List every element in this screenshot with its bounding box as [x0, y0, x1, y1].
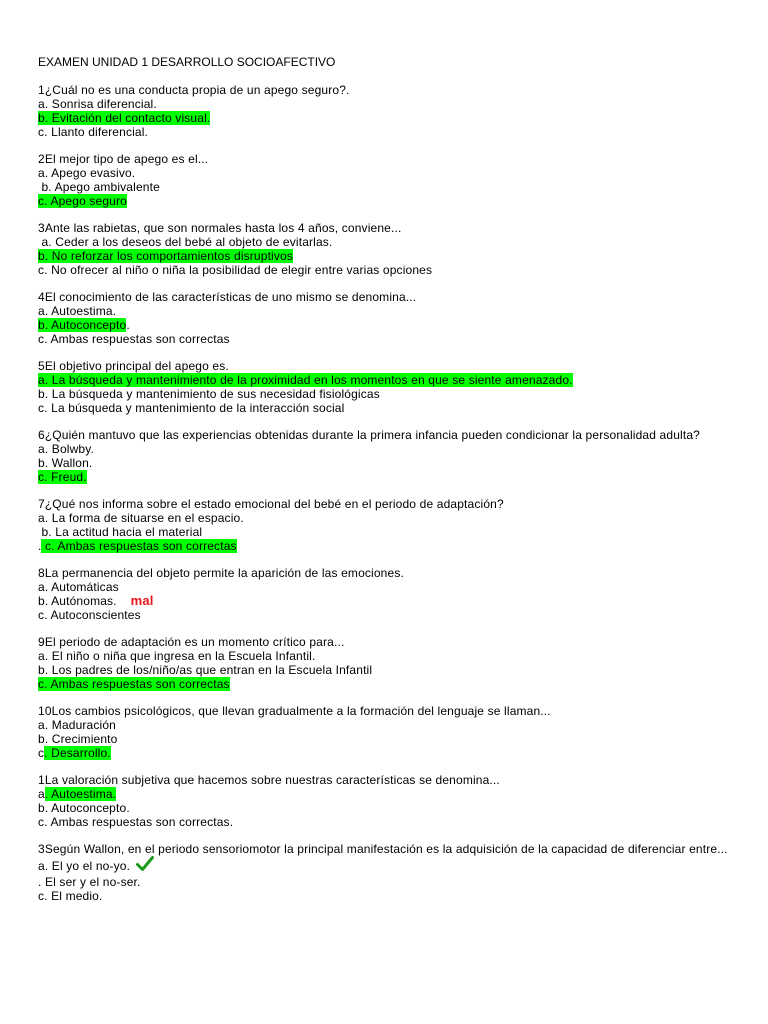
option-text: c. Autoconscientes	[38, 608, 141, 622]
option-b	[38, 801, 768, 815]
option-b	[38, 387, 768, 401]
option-b	[38, 111, 768, 125]
highlighted-answer: c. Freud.	[38, 470, 87, 484]
option-c	[38, 746, 768, 760]
question-11	[38, 773, 768, 829]
option-c	[38, 332, 768, 346]
highlighted-answer: b. No reforzar los comportamientos disruptivos	[38, 249, 293, 263]
question-text: 3Ante las rabietas, que son normales hasta los 4 años, conviene...	[38, 221, 402, 235]
option-text: c. Ambas respuestas son correctas.	[38, 815, 234, 829]
option-a	[38, 856, 768, 875]
option-a	[38, 304, 768, 318]
question-text: 2El mejor tipo de apego es el...	[38, 152, 209, 166]
highlighted-answer: c. Ambas respuestas son correctas	[41, 539, 237, 553]
question-10	[38, 704, 768, 760]
option-text: b. Autoconcepto.	[38, 801, 130, 815]
option-text: b. Los padres de los/niño/as que entran en la Escuela Infantil	[38, 663, 373, 677]
highlighted-answer: b. Autoconcepto	[38, 318, 127, 332]
exam-title: EXAMEN UNIDAD 1 DESARROLLO SOCIOAFECTIVO	[38, 55, 336, 69]
question-9	[38, 635, 768, 691]
option-a	[38, 718, 768, 732]
option-text: c. Llanto diferencial.	[38, 125, 149, 139]
question-6	[38, 428, 768, 484]
option-text: a. El niño o niña que ingresa en la Escuela Infantil.	[38, 649, 316, 663]
option-text: a. Apego evasivo.	[38, 166, 136, 180]
option-a	[38, 97, 768, 111]
option-c	[38, 194, 768, 208]
highlighted-answer: . Desarrollo.	[44, 746, 111, 760]
option-text: . El ser y el no-ser.	[38, 875, 141, 889]
question-4	[38, 290, 768, 346]
question-text: 8La permanencia del objeto permite la aparición de las emociones.	[38, 566, 404, 580]
option-b	[38, 318, 768, 332]
question-text: 4El conocimiento de las características de uno mismo se denomina...	[38, 290, 417, 304]
option-text: c. La búsqueda y mantenimiento de la interacción social	[38, 401, 345, 415]
highlighted-answer: c. Apego seguro	[38, 194, 127, 208]
option-text: a. El yo el no-yo.	[38, 859, 131, 873]
option-text: b. Apego ambivalente	[41, 180, 160, 194]
option-text: b. La actitud hacia el material	[41, 525, 203, 539]
option-text: a. Ceder a los deseos del bebé al objeto de evitarlas.	[41, 235, 333, 249]
question-3	[38, 221, 768, 277]
option-c	[38, 815, 768, 829]
option-text: b. La búsqueda y mantenimiento de sus necesidad fisiológicas	[38, 387, 380, 401]
option-c	[38, 263, 768, 277]
option-text: c. No ofrecer al niño o niña la posibilidad de elegir entre varias opciones	[38, 263, 433, 277]
option-c	[38, 539, 768, 553]
option-a	[38, 649, 768, 663]
option-c	[38, 608, 768, 622]
question-text: 1La valoración subjetiva que hacemos sobre nuestras características se denomina...	[38, 773, 500, 787]
option-a	[38, 235, 768, 249]
option-c	[38, 470, 768, 484]
option-b	[38, 525, 768, 539]
question-2	[38, 152, 768, 208]
option-a	[38, 787, 768, 801]
option-a	[38, 511, 768, 525]
question-12	[38, 842, 768, 903]
option-text: b. Autónomas.	[38, 594, 117, 608]
option-b	[38, 456, 768, 470]
wrong-mark: mal	[130, 593, 154, 608]
option-text: a. Maduración	[38, 718, 116, 732]
check-icon	[136, 856, 154, 875]
option-prefix: a	[38, 787, 45, 801]
option-b	[38, 663, 768, 677]
option-text: a. Automáticas	[38, 580, 119, 594]
option-b	[38, 875, 768, 889]
option-a	[38, 166, 768, 180]
highlighted-answer: a. La búsqueda y mantenimiento de la proximidad en los momentos en que se siente amenazado.	[38, 373, 573, 387]
question-text: 7¿Qué nos informa sobre el estado emocional del bebé en el periodo de adaptación?	[38, 497, 504, 511]
option-c	[38, 401, 768, 415]
question-text: 6¿Quién mantuvo que las experiencias obtenidas durante la primera infancia pueden condicionar la personalidad adulta?	[38, 428, 700, 442]
question-7	[38, 497, 768, 553]
question-text: 3Según Wallon, en el periodo sensoriomotor la principal manifestación es la adquisición de la capacidad de diferenciar entre...	[38, 842, 728, 856]
option-b	[38, 249, 768, 263]
option-suffix: .	[126, 318, 130, 332]
option-a	[38, 442, 768, 456]
highlighted-answer: . Autoestima.	[44, 787, 117, 801]
option-a	[38, 373, 768, 387]
option-b	[38, 594, 768, 608]
option-text: a. La forma de situarse en el espacio.	[38, 511, 244, 525]
option-a	[38, 580, 768, 594]
question-text: 10Los cambios psicológicos, que llevan gradualmente a la formación del lenguaje se llaman...	[38, 704, 551, 718]
highlighted-answer: b. Evitación del contacto visual.	[38, 111, 211, 125]
option-c	[38, 125, 768, 139]
option-c	[38, 677, 768, 691]
question-1	[38, 83, 768, 139]
question-8	[38, 566, 768, 622]
option-b	[38, 180, 768, 194]
option-c	[38, 889, 768, 903]
option-text: c. Ambas respuestas son correctas	[38, 332, 230, 346]
option-text: a. Autoestima.	[38, 304, 117, 318]
highlighted-answer: c. Ambas respuestas son correctas	[38, 677, 230, 691]
option-text: a. Sonrisa diferencial.	[38, 97, 157, 111]
question-text: 1¿Cuál no es una conducta propia de un apego seguro?.	[38, 83, 350, 97]
option-text: b. Crecimiento	[38, 732, 118, 746]
option-text: c. El medio.	[38, 889, 103, 903]
option-prefix: .	[38, 539, 42, 553]
option-text: a. Bolwby.	[38, 442, 94, 456]
question-text: 5El objetivo principal del apego es.	[38, 359, 229, 373]
option-b	[38, 732, 768, 746]
question-text: 9El periodo de adaptación es un momento crítico para...	[38, 635, 345, 649]
question-5	[38, 359, 768, 415]
option-text: b. Wallon.	[38, 456, 93, 470]
option-prefix: c	[38, 746, 45, 760]
